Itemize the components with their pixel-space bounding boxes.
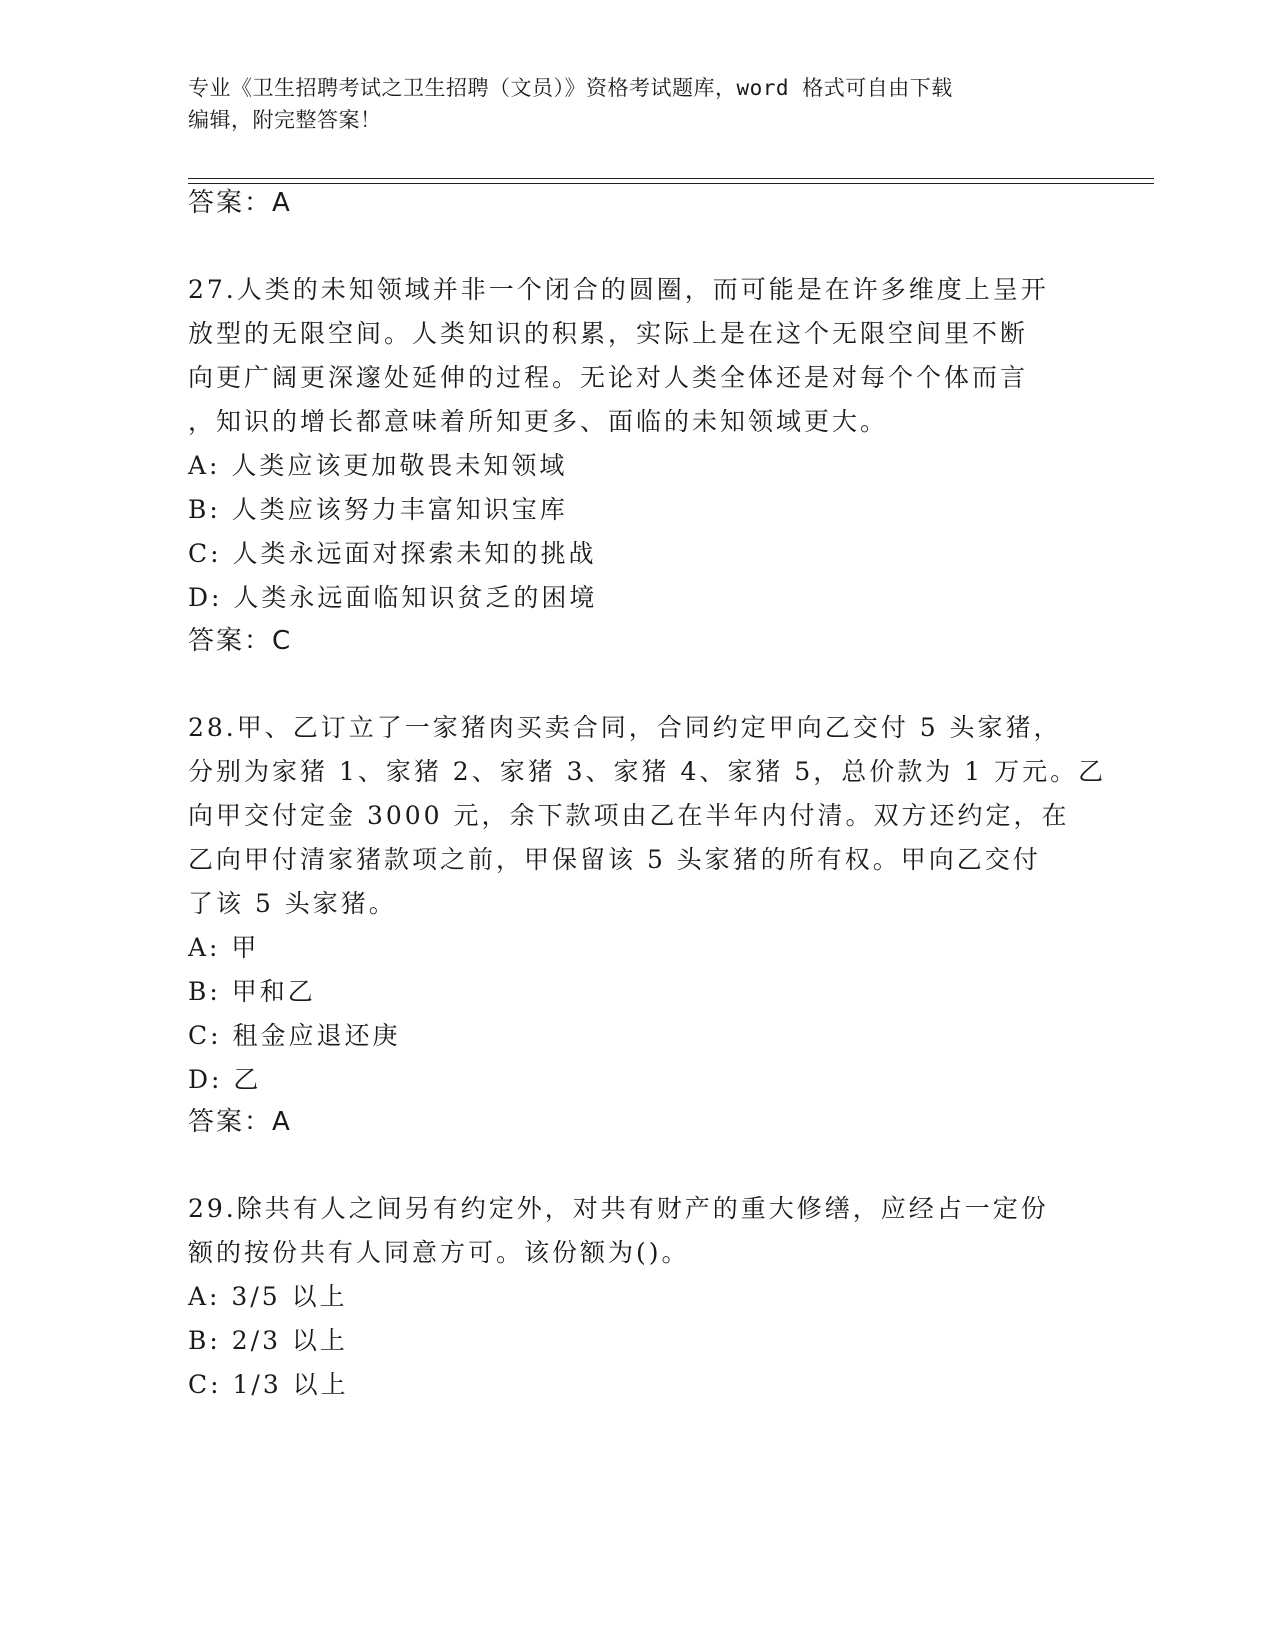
question-28-line-5: 了该 5 头家猪。 — [188, 889, 397, 918]
header-note-line-2: 编辑，附完整答案！ — [188, 108, 382, 132]
header-note — [188, 72, 1068, 136]
question-27-option-b: B: 人类应该努力丰富知识宝库 — [188, 495, 568, 524]
header-note-line-1: 专业《卫生招聘考试之卫生招聘（文员）》资格考试题库，word 格式可自由下载 — [188, 76, 953, 100]
question-28-option-b: B: 甲和乙 — [188, 977, 316, 1006]
question-29-option-c: C: 1/3 以上 — [188, 1370, 349, 1399]
previous-answer: 答案：A — [188, 188, 292, 218]
question-27-line-4: ，知识的增长都意味着所知更多、面临的未知领域更大。 — [188, 407, 889, 436]
question-27-option-a: A: 人类应该更加敬畏未知领域 — [188, 451, 568, 480]
question-28-line-1: 28.甲、乙订立了一家猪肉买卖合同，合同约定甲向乙交付 5 头家猪， — [188, 713, 1062, 742]
header-rule-top — [188, 178, 1154, 179]
question-28-option-d: D: 乙 — [188, 1065, 262, 1094]
question-28-option-c: C: 租金应退还庚 — [188, 1021, 401, 1050]
question-27-answer: 答案：C — [188, 626, 293, 656]
question-29-option-b: B: 2/3 以上 — [188, 1326, 348, 1355]
question-28-option-a: A: 甲 — [188, 933, 260, 962]
header-rule-bottom — [188, 183, 1154, 184]
question-28-answer: 答案：A — [188, 1107, 292, 1137]
question-28-line-2: 分别为家猪 1、家猪 2、家猪 3、家猪 4、家猪 5，总价款为 1 万元。乙 — [188, 757, 1107, 786]
question-29-line-2: 额的按份共有人同意方可。该份额为()。 — [188, 1238, 690, 1267]
question-27-line-2: 放型的无限空间。人类知识的积累，实际上是在这个无限空间里不断 — [188, 319, 1029, 348]
question-28-line-3: 向甲交付定金 3000 元，余下款项由乙在半年内付清。双方还约定，在 — [188, 801, 1070, 830]
question-28-line-4: 乙向甲付清家猪款项之前，甲保留该 5 头家猪的所有权。甲向乙交付 — [188, 845, 1041, 874]
question-29-option-a: A: 3/5 以上 — [188, 1282, 348, 1311]
question-27-option-c: C: 人类永远面对探索未知的挑战 — [188, 539, 597, 568]
question-29-line-1: 29.除共有人之间另有约定外，对共有财产的重大修缮，应经占一定份 — [188, 1194, 1049, 1223]
question-27-option-d: D: 人类永远面临知识贫乏的困境 — [188, 583, 598, 612]
question-27-line-1: 27.人类的未知领域并非一个闭合的圆圈，而可能是在许多维度上呈开 — [188, 275, 1049, 304]
question-27-line-3: 向更广阔更深邃处延伸的过程。无论对人类全体还是对每个个体而言 — [188, 363, 1029, 392]
